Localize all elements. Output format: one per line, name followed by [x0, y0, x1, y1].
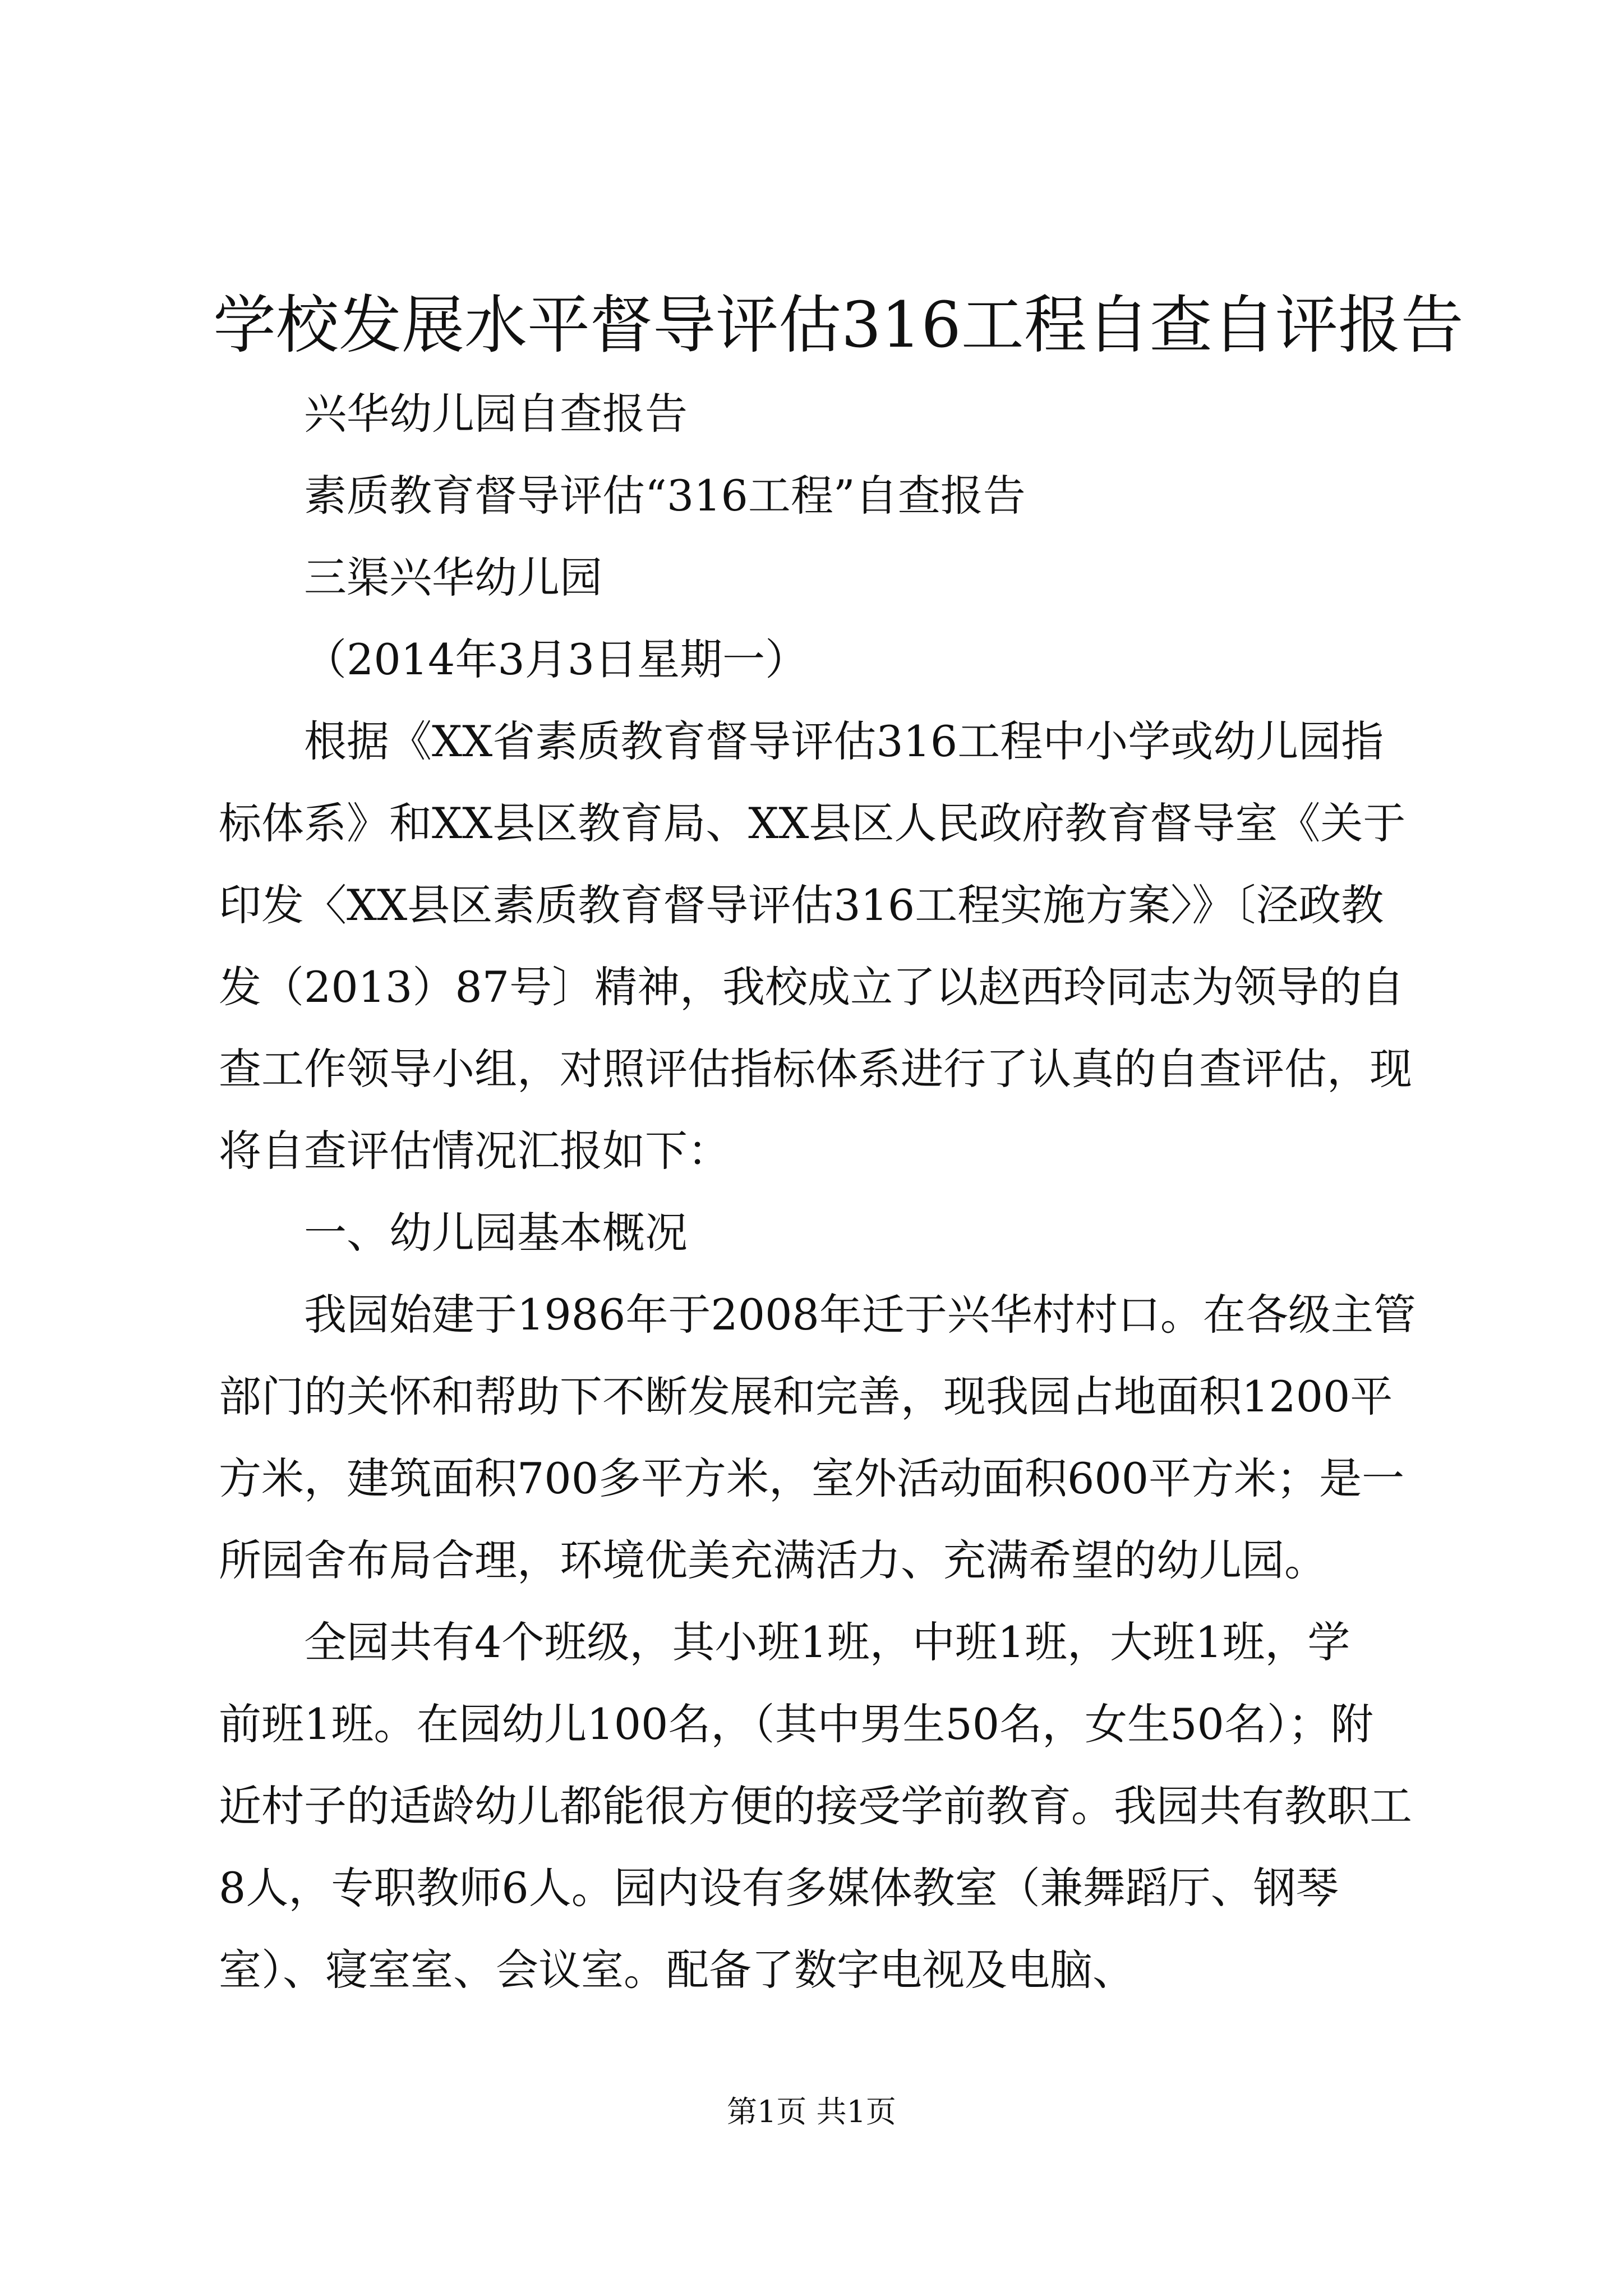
text-line: 8人，专职教师6人。园内设有多媒体教室（兼舞蹈厅、钢琴	[219, 1863, 1339, 1913]
text-line: 查工作领导小组，对照评估指标体系进行了认真的自查评估，现	[219, 1044, 1412, 1094]
document-title: 学校发展水平督导评估316工程自查自评报告	[213, 289, 1464, 362]
text-line: （2014年3月3日星期一）	[304, 634, 808, 684]
text-line: 全园共有4个班级，其小班1班，中班1班，大班1班，学	[304, 1617, 1350, 1667]
text-line: 将自查评估情况汇报如下：	[219, 1126, 730, 1176]
text-line: 兴华幼儿园自查报告	[304, 389, 688, 439]
text-line: 部门的关怀和帮助下不断发展和完善，现我园占地面积1200平	[219, 1372, 1393, 1421]
page-footer: 第1页 共1页	[727, 2094, 896, 2129]
section-heading: 一、幼儿园基本概况	[304, 1208, 688, 1258]
text-line: 近村子的适龄幼儿都能很方便的接受学前教育。我园共有教职工	[219, 1781, 1412, 1831]
text-line: 素质教育督导评估“316工程”自查报告	[304, 471, 1026, 521]
text-line: 标体系》和XX县区教育局、XX县区人民政府教育督导室《关于	[219, 798, 1406, 848]
text-line: 根据《XX省素质教育督导评估316工程中小学或幼儿园指	[304, 716, 1384, 766]
text-line: 三渠兴华幼儿园	[304, 553, 602, 602]
text-line: 前班1班。在园幼儿100名，（其中男生50名，女生50名）；附	[219, 1699, 1373, 1749]
text-line: 所园舍布局合理，环境优美充满活力、充满希望的幼儿园。	[219, 1535, 1327, 1585]
text-line: 发（2013）87号〕精神，我校成立了以赵西玲同志为领导的自	[219, 962, 1405, 1012]
text-line: 我园始建于1986年于2008年迁于兴华村村口。在各级主管	[304, 1290, 1416, 1340]
text-line: 室）、寝室室、会议室。配备了数字电视及电脑、	[219, 1945, 1135, 1995]
text-line: 印发〈XX县区素质教育督导评估316工程实施方案〉》〔泾政教	[219, 880, 1384, 930]
document-body	[219, 373, 1419, 2011]
text-line: 方米，建筑面积700多平方米，室外活动面积600平方米；是一	[219, 1453, 1405, 1503]
